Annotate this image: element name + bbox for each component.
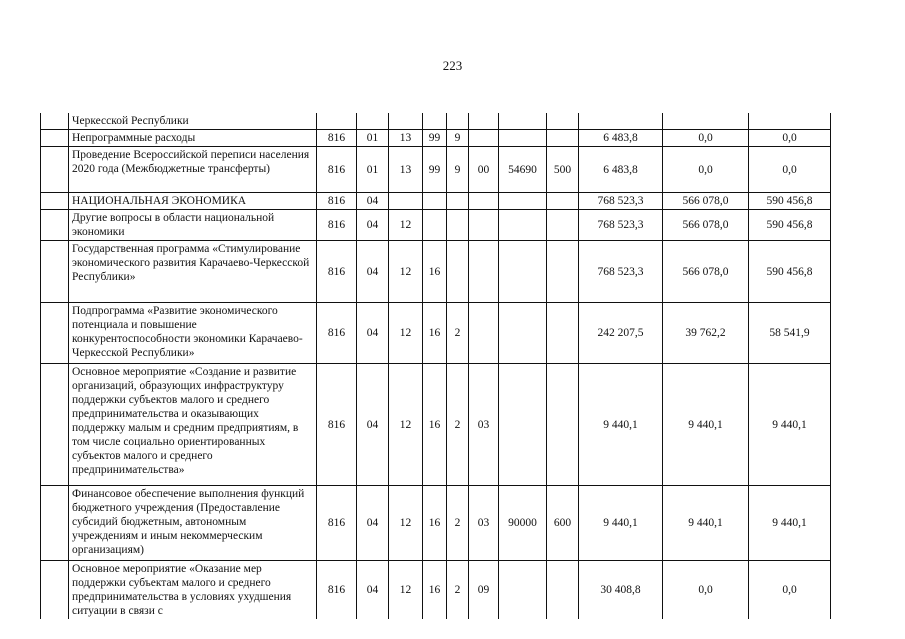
section-code: 04 [357,486,389,561]
amount-year-1: 9 440,1 [579,364,663,486]
section-code: 04 [357,561,389,620]
activity-code [469,130,499,147]
section-code: 04 [357,210,389,241]
subsection-code: 12 [389,561,423,620]
table-row [41,241,831,303]
expense-type-code: 600 [547,486,579,561]
program-code: 16 [423,561,447,620]
row-name: Государственная программа «Стимулирование экономического развития Карачаево-Черкесской Республики» [69,241,317,303]
admin-code: 816 [317,147,357,193]
subsection-code: 12 [389,486,423,561]
admin-code: 816 [317,193,357,210]
amount-year-1: 768 523,3 [579,241,663,303]
table-row [41,130,831,147]
amount-year-3: 0,0 [749,561,831,620]
amount-year-3: 0,0 [749,130,831,147]
activity-code: 03 [469,486,499,561]
admin-code: 816 [317,486,357,561]
row-name: Основное мероприятие «Создание и развитие организаций, образующих инфраструктуру поддержки субъектов малого и среднего предпринимательства и оказывающих поддержку малым и средним предприятиям, в том числе социально ориентированных субъектов малого и среднего предпринимательства» [69,364,317,486]
direction-code [499,113,547,130]
subprogram-code: 2 [447,561,469,620]
row-name: Непрограммные расходы [69,130,317,147]
subprogram-code: 9 [447,147,469,193]
amount-year-1: 30 408,8 [579,561,663,620]
row-name: НАЦИОНАЛЬНАЯ ЭКОНОМИКА [69,193,317,210]
section-code: 04 [357,364,389,486]
amount-year-2: 0,0 [663,561,749,620]
subsection-code: 12 [389,241,423,303]
table-row [41,561,831,620]
amount-year-3: 9 440,1 [749,364,831,486]
subsection-code: 13 [389,130,423,147]
row-name: Черкесской Республики [69,113,317,130]
subprogram-code: 9 [447,130,469,147]
amount-year-1: 6 483,8 [579,147,663,193]
amount-year-3: 58 541,9 [749,303,831,364]
program-code [423,210,447,241]
direction-code [499,364,547,486]
amount-year-3: 590 456,8 [749,241,831,303]
amount-year-3 [749,113,831,130]
row-name: Проведение Всероссийской переписи населения 2020 года (Межбюджетные трансферты) [69,147,317,193]
direction-code [499,210,547,241]
row-name: Основное мероприятие «Оказание мер поддержки субъектам малого и среднего предпринимательства в условиях ухудшения ситуации в связи с [69,561,317,620]
direction-code [499,193,547,210]
blank-cell [41,486,69,561]
expense-type-code [547,210,579,241]
amount-year-2: 0,0 [663,147,749,193]
amount-year-2: 39 762,2 [663,303,749,364]
table-row [41,210,831,241]
subprogram-code: 2 [447,303,469,364]
admin-code: 816 [317,130,357,147]
expense-type-code [547,113,579,130]
program-code: 16 [423,364,447,486]
subsection-code [389,193,423,210]
program-code: 16 [423,303,447,364]
amount-year-2: 0,0 [663,130,749,147]
subsection-code [389,113,423,130]
admin-code: 816 [317,241,357,303]
program-code [423,193,447,210]
amount-year-1: 6 483,8 [579,130,663,147]
expense-type-code [547,561,579,620]
section-code: 04 [357,241,389,303]
amount-year-1: 768 523,3 [579,193,663,210]
amount-year-3: 9 440,1 [749,486,831,561]
amount-year-2 [663,113,749,130]
amount-year-2: 566 078,0 [663,193,749,210]
table-row [41,113,831,130]
table-row [41,303,831,364]
amount-year-3: 590 456,8 [749,210,831,241]
admin-code: 816 [317,561,357,620]
blank-cell [41,113,69,130]
program-code: 16 [423,241,447,303]
row-name: Подпрограмма «Развитие экономического потенциала и повышение конкурентоспособности экономики Карачаево-Черкесской Республики» [69,303,317,364]
subprogram-code: 2 [447,364,469,486]
activity-code: 00 [469,147,499,193]
direction-code [499,561,547,620]
row-name: Другие вопросы в области национальной экономики [69,210,317,241]
admin-code: 816 [317,210,357,241]
table-row [41,147,831,193]
activity-code: 09 [469,561,499,620]
activity-code [469,210,499,241]
subsection-code: 12 [389,364,423,486]
amount-year-2: 9 440,1 [663,486,749,561]
admin-code [317,113,357,130]
subprogram-code [447,193,469,210]
expense-type-code [547,303,579,364]
subsection-code: 13 [389,147,423,193]
budget-table [40,113,831,619]
blank-cell [41,130,69,147]
section-code: 01 [357,147,389,193]
table-row [41,486,831,561]
direction-code [499,303,547,364]
expense-type-code: 500 [547,147,579,193]
blank-cell [41,210,69,241]
page-number: 223 [442,58,463,73]
admin-code: 816 [317,364,357,486]
subprogram-code [447,210,469,241]
amount-year-2: 9 440,1 [663,364,749,486]
section-code: 01 [357,130,389,147]
program-code: 99 [423,130,447,147]
section-code: 04 [357,303,389,364]
activity-code [469,113,499,130]
blank-cell [41,303,69,364]
expense-type-code [547,364,579,486]
activity-code [469,193,499,210]
amount-year-1: 242 207,5 [579,303,663,364]
table-row [41,193,831,210]
subsection-code: 12 [389,303,423,364]
row-name: Финансовое обеспечение выполнения функций бюджетного учреждения (Предоставление субсидий бюджетным, автономным учреждениям и иным некоммерческим организациям) [69,486,317,561]
blank-cell [41,241,69,303]
blank-cell [41,193,69,210]
blank-cell [41,364,69,486]
direction-code [499,130,547,147]
section-code [357,113,389,130]
amount-year-1: 768 523,3 [579,210,663,241]
subprogram-code [447,113,469,130]
blank-cell [41,561,69,620]
expense-type-code [547,193,579,210]
table-row [41,364,831,486]
subprogram-code [447,241,469,303]
amount-year-3: 0,0 [749,147,831,193]
subsection-code: 12 [389,210,423,241]
direction-code: 90000 [499,486,547,561]
amount-year-1: 9 440,1 [579,486,663,561]
admin-code: 816 [317,303,357,364]
amount-year-2: 566 078,0 [663,210,749,241]
activity-code [469,303,499,364]
activity-code [469,241,499,303]
blank-cell [41,147,69,193]
direction-code [499,241,547,303]
section-code: 04 [357,193,389,210]
activity-code: 03 [469,364,499,486]
direction-code: 54690 [499,147,547,193]
program-code: 16 [423,486,447,561]
subprogram-code: 2 [447,486,469,561]
expense-type-code [547,130,579,147]
amount-year-3: 590 456,8 [749,193,831,210]
amount-year-1 [579,113,663,130]
expense-type-code [547,241,579,303]
program-code [423,113,447,130]
program-code: 99 [423,147,447,193]
amount-year-2: 566 078,0 [663,241,749,303]
